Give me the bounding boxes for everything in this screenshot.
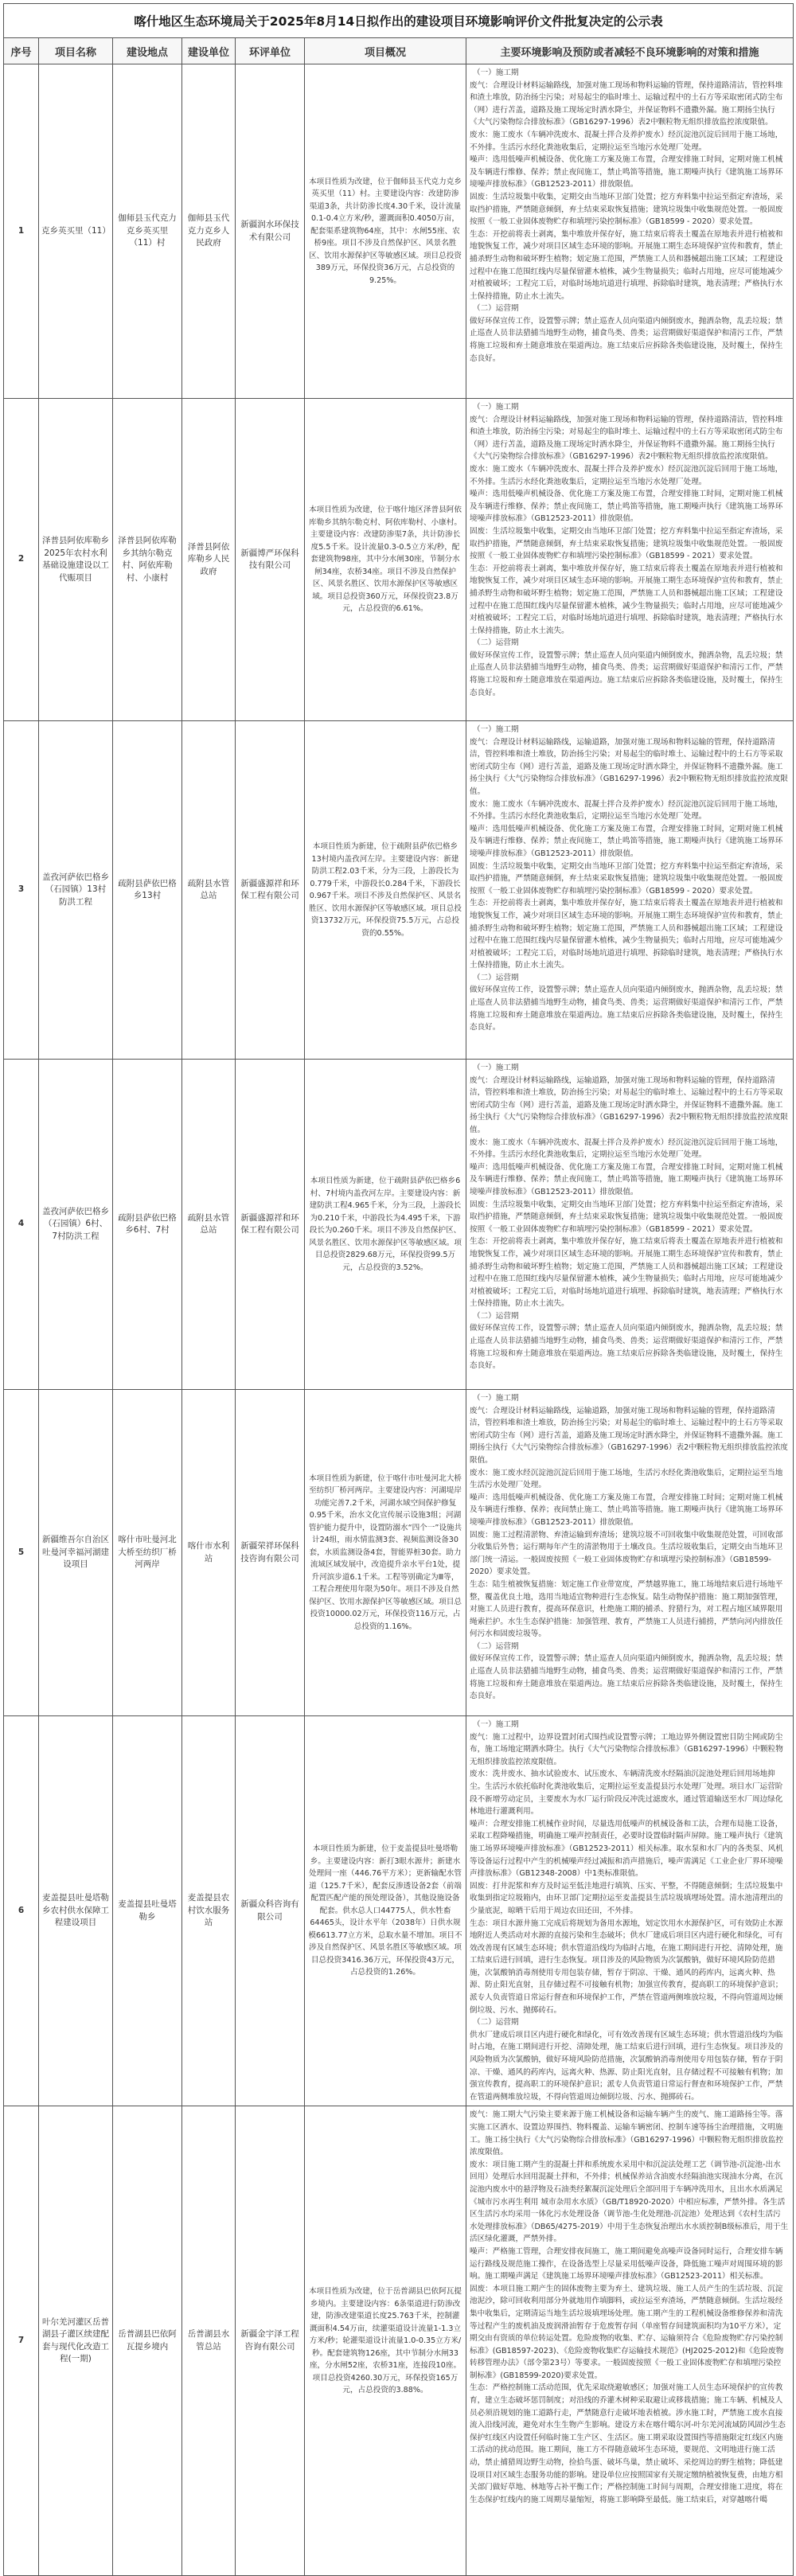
table-row xyxy=(4,399,794,721)
measure-paragraph: 废气：合理设计材料运输路线，加强对施工现场和物料运输的管理，保持道路清洁，管控料堆和渣土堆放，防治扬尘污染；对易起尘的临时堆土、运输过程中的土石方等采取密闭式防尘布（网）进行苫盖，道路及施工现场定时洒水降尘，并保证物料不遗撒外漏。施工期扬尘执行《大气污染物综合排放标准》（GB16297-1996）表2中颗粒物无组织排放监控浓度限值。 xyxy=(470,415,783,462)
table-row xyxy=(4,64,794,399)
eia-unit: 新疆博严环保科技有限公司 xyxy=(236,399,305,721)
period-heading: （一）施工期 xyxy=(473,1064,519,1072)
environmental-measures xyxy=(466,1390,794,1716)
project-location: 伽师县玉代克力克乡英买里（11）村 xyxy=(113,64,182,399)
measure-paragraph: 做好环保宣传工作，设置警示牌；禁止巡查人员向渠道内倾倒废水，抛洒杂物，乱丢垃圾；禁止巡查人员非法猎捕当地野生动物，捕食鸟类、兽类；运营期做好渠道保护和清污工作，严禁将施工垃圾和弃土随意堆放在渠道两边。施工结束后应拆除各类临建设施，及时覆土，保持生态良好。 xyxy=(470,986,783,1032)
measure-paragraph: 做好环保宣传工作，设置警示牌；禁止巡查人员向渠道内倾倒废水，抛洒杂物，乱丢垃圾；禁止巡查人员非法猎捕当地野生动物，捕食鸟类、兽类；运营期做好渠道保护和清污工作，严禁将施工垃圾和弃土随意堆放在渠道两边。施工结束后应拆除各类临建设施，及时覆土，保持生态良好。 xyxy=(470,650,783,697)
header-eia-unit: 环评单位 xyxy=(236,38,305,64)
environmental-measures xyxy=(466,64,794,399)
measure-paragraph: 废水：施工废水（车辆冲洗废水、混凝土拌合及养护废水）经沉淀池沉淀后回用于施工场地，不外排。生活污水经化粪池收集后，定期拉运至当地污水处理厂处理。 xyxy=(470,1138,783,1160)
project-name: 新疆维吾尔自治区吐曼河幸福河湖建设项目 xyxy=(39,1390,113,1716)
row-number: 3 xyxy=(4,721,39,1060)
project-overview: 本项目性质为新建，位于疏附县萨依巴格乡13村境内盖孜河左岸。主要建设内容：新建防洪工程2.03千米，分为三段，上游段长为0.779千米，中游段长0.284千米，下游段长0.967千米。项目不涉及自然保护区、风景名胜区、饮用水源保护区等敏感区域。项目总投资13732万元，环保投资75.5万元，占总投资的0.55%。 xyxy=(305,721,466,1060)
header-location: 建设地点 xyxy=(113,38,182,64)
eia-unit: 新疆润水环保技术有限公司 xyxy=(236,64,305,399)
measure-paragraph: 生态：开挖前将表土剥离，集中堆放并保存好，施工结束后将表土覆盖在原地表并进行植被和地貌恢复工作，减少对项目区域生态环境的影响。开展施工期生态环境保护宣传和教育，禁止捕杀野生动物和破坏野生植物；划定施工范围，严禁施工人员和器械超出施工区域；工程建设过程中在施工范围红线内尽量保留灌木植株，减少生物量损失；临时占用地，应尽可能地减少对植被破坏；工程完工后，对临时场地坑道进行填埋、拆除临时建筑，地表清理；严格执行水土保持措施，防止水土流失。 xyxy=(470,229,783,301)
period-heading: （一）施工期 xyxy=(473,68,519,77)
row-number: 4 xyxy=(4,1060,39,1390)
measure-paragraph: 固废：生活垃圾集中收集，定期交由当地环卫部门处置；挖方弃料集中拉运至指定弃渣场，采取挡护措施，严禁随意倾倒，弃土结束采取恢复措施；建筑垃圾集中收集规范处置。一般固废按照《一般工业固体废物贮存和填埋污染控制标准》（GB18599 - 2020）要求处置。 xyxy=(470,192,783,227)
announcement-table xyxy=(3,3,794,2576)
measure-paragraph: 固废：本项目施工期产生的固体废物主要为弃土、建筑垃圾、施工人员产生的生活垃圾、沉淀池泥沙，除可回收利用部分外就地用作填脚料，或拉运至弃渣场，严禁随意倾倒。生活垃圾经集中收集后，定期清运当地生活垃圾填埋场处理。施工期产生的工程机械设备维修保养和清洗等过程产生的废机油及废润滑油暂存于危废暂存间（单座暂存间建筑面积均为10平方米），定期交由有资质的单位转运处置。危险废物的收集、贮存、运输须符合《危险废物贮存污染控制标准》(GB18597-2023)、《危险废物收集贮存运输技术规范》(HJ2025-2012)和《危险废物转移管理办法》（部令第23号）等要求。一般固废按照《一般工业固体废物贮存和填埋污染控制标准》(GB18599-2020)要求处置。 xyxy=(470,2284,784,2380)
eia-unit: 新疆盛源祥和环保工程有限公司 xyxy=(236,1060,305,1390)
builder-unit: 疏附县水管总站 xyxy=(182,721,236,1060)
measure-paragraph: 固废：生活垃圾集中收集，定期交由当地环卫部门处置；挖方弃料集中拉运至指定弃渣场，采取挡护措施，严禁随意倾倒，弃土结束采取恢复措施；建筑垃圾集中收集规范处置。一般固废按照《一般工业固体废物贮存和填埋污染控制标准》（GB18599 - 2021）要求处置。 xyxy=(470,526,783,561)
builder-unit: 麦盖提县农村饮水服务站 xyxy=(182,1716,236,2106)
period-heading: （二）运营期 xyxy=(473,638,519,648)
measure-paragraph: 供水厂建成后项目区内进行硬化和绿化，可有效改善现有区域生态环境；供水管道沿线均为临时占地，在施工期间进行开挖、清障处理，施工结束后进行回填，进行生态恢复。项目涉及的风险物质为次氯酸钠，做好环境风险防范措施，次氯酸钠消毒剂使用专用包装存储，暂存于阴凉、干燥、通风的药库内，远离火种、热源、防止阳光直射，且存储过程不可接触有机物；加强宣传教育，提高职工的环境保护意识；派专人负责管道日常运行督查和环境保护工作，严禁在管道两侧堆放垃圾，不得向管道周边倾倒垃圾、污水、抛掷砖石。 xyxy=(470,2030,783,2102)
project-overview: 本项目性质为新建，位于喀什市吐曼河北大桥至纺织厂桥河两岸。主要建设内容：河湖堤岸功能完善7.2千米，河湖水域空间保护修复0.95千米，治水文化宣传展示设施3组；河湖管护能力提升中，设置防溺水“四个一”设施共计24组，雨水情监测3套、视频监测设备30套，水质监测设备4套，智能界桩30套。助力流域区域发展中，改造提升亲水平台1处，提升河滨步道6.1千米。工程等别确定为Ⅲ等，工程合理使用年限为50年。项目不涉及自然保护区、饮用水源保护区等敏感区域。项目总投资10000.02万元，环保投资116万元，占总投资的1.16%。 xyxy=(305,1390,466,1716)
project-overview: 本项目性质为改建，位于喀什地区泽普县阿依库勒乡其纳尔勒克村、阿依库勒村、小康村。主要建设内容：改建防渗渠7条，共计防渗长度5.5千米。设计流量0.3-0.5立方米/秒，配套建筑物98座，其中分水闸30座，节制分水闸34座，农桥34座。项目不涉及自然保护区、风景名胜区、饮用水源保护区等敏感区域。项目总投资360万元，环保投资23.8万元，占总投资的6.61%。 xyxy=(305,399,466,721)
project-location: 喀什市吐曼河北大桥至纺织厂桥河两岸 xyxy=(113,1390,182,1716)
period-heading: （二）运营期 xyxy=(473,973,519,982)
measure-paragraph: 废气：合理设计材料运输路线，运输道路，加强对施工现场和物料运输的管理，保持道路清洁，管控料堆和渣土堆放，防治扬尘污染；对易起尘的临时堆土、运输过程中的土石方等采取密闭式防尘布（网）进行苫盖，道路及施工现场定时洒水降尘，并保证物料不遗撒外漏。施工扬尘执行《大气污染物综合排放标准》（GB16297-1996）表2中颗粒物无组织排放监控浓度限值。 xyxy=(470,737,788,796)
environmental-measures xyxy=(466,2106,794,2576)
project-location: 麦盖提县吐曼塔勒乡 xyxy=(113,1716,182,2106)
measure-paragraph: 生态：开挖前将表土剥离，集中堆放并保存好，施工结束后将表土覆盖在原地表并进行植被和地貌恢复工作，减少对项目区域生态环境的影响。开展施工期生态环境保护宣传和教育，禁止捕杀野生动物和破坏野生植物；划定施工范围，严禁施工人员和器械超出施工区域；工程建设过程中在施工范围红线内尽量保留灌木植株，减少生物量损失；临时占用地，应尽可能地减少对植被破坏；工程完工后，对临时场地坑道进行填埋、拆除临时建筑，地表清理；严格执行水土保持措施，防止水土流失。 xyxy=(470,899,783,970)
header-no: 序号 xyxy=(4,38,39,64)
measure-paragraph: 噪声：选用低噪声机械设备、优化施工方案及施工布置，合理安排施工时间，定期对施工机械及车辆进行维修、保养；禁止夜间施工，禁止鸣笛等措施，施工期噪声执行《建筑施工场界环境噪声排放标准》（GB12523-2011）排放限值。 xyxy=(470,490,783,524)
header-measures: 主要环境影响及预防或者减轻不良环境影响的对策和措施 xyxy=(466,38,794,64)
row-number: 5 xyxy=(4,1390,39,1716)
project-name: 盖孜河萨依巴格乡（石园镇）13村防洪工程 xyxy=(39,721,113,1060)
builder-unit: 疏附县水管总站 xyxy=(182,1060,236,1390)
project-name: 盖孜河萨依巴格乡（石园镇）6村、7村防洪工程 xyxy=(39,1060,113,1390)
header-builder: 建设单位 xyxy=(182,38,236,64)
period-heading: （一）施工期 xyxy=(473,725,519,734)
announcement-sheet xyxy=(3,3,793,2576)
builder-unit: 伽师县玉代克力克乡人民政府 xyxy=(182,64,236,399)
project-location: 疏附县萨依巴格乡6村、7村 xyxy=(113,1060,182,1390)
measure-paragraph: 噪声：选用低噪声机械设备、优化施工方案及施工布置，合理安排施工时间，定期对施工机械及车辆进行维修、保养；禁止夜间施工，禁止鸣笛等措施，施工期噪声执行《建筑施工场界环境噪声排放标准》（GB12523-2011）排放限值。 xyxy=(470,1162,783,1196)
table-row xyxy=(4,2106,794,2576)
header-name: 项目名称 xyxy=(39,38,113,64)
project-overview: 本项目性质为改建，位于岳普湖县巴依阿瓦提乡境内。主要建设内容：6条渠道进行防渗改建，防渗改建渠道长度25.763千米，控制灌溉面积4.54万亩，续灌渠道设计流量1-1.3立方米/秒；轮灌渠道设计流量1.0-0.35立方米/秒。配套建筑物126座，其中节制分水闸33座，分水闸52座，农桥31座，连接段10座。项目总投资4260.30万元，环保投资165万元，占总投资的3.88%。 xyxy=(305,2106,466,2576)
measure-paragraph: 固废：打井泥浆和弃方及时运至低洼地进行填筑、压实、平整，不得随意倾倒；生活垃圾集中收集到指定垃圾箱内，由环卫部门定期拉运至麦盖提县生活垃圾填埋场处置。清水池清理出的少量底泥，晾晒干后用于周边农田还田，不外排。 xyxy=(470,1881,783,1915)
row-number: 6 xyxy=(4,1716,39,2106)
environmental-measures xyxy=(466,721,794,1060)
measure-paragraph: 废气：施工过程中，边界设置封闭式围挡或设置警示牌；工地边界外侧设置密目防尘网或防尘布，施工场地定期洒水降尘。执行《大气污染物综合排放标准》（GB16297-1996）中颗粒物无组织排放监控浓度限值。 xyxy=(470,1732,783,1766)
project-location: 岳普湖县巴依阿瓦提乡境内 xyxy=(113,2106,182,2576)
table-row xyxy=(4,1060,794,1390)
table-row xyxy=(4,1716,794,2106)
measure-paragraph: 噪声：严格施工管理，合理安排夜间施工，施工期间避免高噪声设备同时运行，合理安排车辆运行路线及规范施工操作，在设备选型上尽量采用低噪声设备，降低施工噪声对周围环境的影响。施工期噪声满足《建筑施工场界环境噪声排放标准》（GB12523-2011）相关标准。 xyxy=(470,2246,783,2281)
measure-paragraph: 生态：项目水源井施工完成后将规划为备用水源地，划定饮用水水源保护区，可有效防止水源地附近人类活动对水源的直接污染和生态破坏；供水厂建成后项目区内进行硬化和绿化，可有效改善现有区域生态环境；供水管道沿线均为临时占地，在施工期间进行开挖、清障处理，施工结束后进行回填，进行生态恢复。项目涉及的风险物质为次氯酸钠，做好环境风险防范措施，次氯酸钠消毒剂使用专用包装存储，暂存于阴凉、干燥、通风的药库内，远离火种、热源、防止阳光直射，且存储过程不可接触有机物；加强宣传教育，提高职工的环境保护意识；派专人负责管道日常运行督查和环境保护工作，严禁在管道两侧堆放垃圾，不得向管道周边倾倒垃圾、污水、抛掷砖石。 xyxy=(470,1918,783,2015)
measure-paragraph: 固废：施工过程清淤物、弃渣运输到弃渣场；建筑垃圾不可回收集中收集规范处置，可回收部分收集后外售；运行期每年产生的清淤物用于土壤改良。生活垃圾收集后，定期交由当地环卫部门统一清运。一般固废按照《一般工业固体废物贮存和填埋污染控制标准》（GB18599-2020）要求处置。 xyxy=(470,1530,783,1577)
period-heading: （二）运营期 xyxy=(473,2018,519,2028)
measure-paragraph: 废气：合理设计材料运输路线，运输道路，加强对施工现场和物料运输的管理，保持道路清洁，管控料堆和渣土堆放，防治扬尘污染；对易起尘的临时堆土、运输过程中的土石方等采取密闭式防尘布（网）进行苫盖，道路及施工现场定时洒水降尘，并保证物料不遗撒外漏。施工扬尘执行《大气污染物综合排放标准》（GB16297-1996）表2中颗粒物无组织排放监控浓度限值。 xyxy=(470,1075,788,1134)
project-name: 麦盖提县吐曼塔勒乡农村供水保障工程建设项目 xyxy=(39,1716,113,2106)
period-heading: （一）施工期 xyxy=(473,403,519,412)
period-heading: （二）运营期 xyxy=(473,1641,519,1651)
measure-paragraph: 废水：施工废水（车辆冲洗废水、混凝土拌合及养护废水）经沉淀池沉淀后回用于施工场地，不外排。生活污水经化粪池收集后，定期拉运至当地污水处理厂处理。 xyxy=(470,799,783,822)
builder-unit: 喀什市水利站 xyxy=(182,1390,236,1716)
measure-paragraph: 废水：施工废水（车辆冲洗废水、混凝土拌合及养护废水）经沉淀池沉淀后回用于施工场地，不外排。生活污水经化粪池收集后，定期拉运至当地污水处理厂处理。 xyxy=(470,130,783,152)
builder-unit: 泽普县阿依库勒乡人民政府 xyxy=(182,399,236,721)
measure-paragraph: 噪声：选用低噪声机械设备、优化施工方案及施工布置，合理安排施工时间，定期对施工机械及车辆进行维修、保养；禁止夜间施工，禁止鸣笛等措施，施工期噪声执行《建筑施工场界环境噪声排放标准》（GB12523-2011）排放限值。 xyxy=(470,824,783,858)
measure-paragraph: 噪声：选用低噪声机械设备、优化施工方案及施工布置，合理安排施工时间，定期对施工机械及车辆进行维修、保养；禁止夜间施工，禁止鸣笛等措施，施工期噪声执行《建筑施工场界环境噪声排放标准》（GB12523-2011）排放限值。 xyxy=(470,155,783,189)
period-heading: （一）施工期 xyxy=(473,1394,519,1403)
eia-unit: 新疆荣祥环保科技咨询有限公司 xyxy=(236,1390,305,1716)
environmental-measures xyxy=(466,1716,794,2106)
project-name: 叶尔羌河灌区岳普湖县子灌区续建配套与现代化改造工程(一期) xyxy=(39,2106,113,2576)
measure-paragraph: 废水：施工废水（车辆冲洗废水、混凝土拌合及养护废水）经沉淀池沉淀后回用于施工场地，不外排。生活污水经化粪池收集后，定期拉运至当地污水处理厂处理。 xyxy=(470,464,783,486)
period-heading: （二）运营期 xyxy=(473,1311,519,1321)
measure-paragraph: 生态：严格控制施工活动范围，优先采取绕避敏感区；加强对施工人员生态环境保护的宣传教育，建立生态破坏惩罚制度；对沿线的乔灌木树种采取避让或移栽措施；施工车辆、机械及人员必须沿规划的施工道路行走，严禁随意行走破坏地表植被。涉水施工时，严禁施工废水直接流入沿线河流，避免对水生生物产生影响。建设方未在喀什噶尔河-叶尔羌河流域防风固沙生态保护红线区内设置任何临时施工生产区、生活区。施工期采取设置围挡等措施限定红线区内施工活动的扰动范围。施工期间，施工方不得随意破坏生态环境，要规范、文明地进行施工活动，禁止捕猎周边野生动物，捡拾鸟蛋、破坏鸟巢，禁止破坏、采挖周边的野生植物；降低建设项目对区域生态服务功能的影响。建设单位应按照国家有关规定缴纳植被恢复费，由地方相关部门做好草地、林地等占补平衡工作；严格控制施工时间与周期，合理安排施工进度，将在生态保护红线内的施工周期尽量缩短，将施工影响降至最低。施工结束后，对穿越喀什噶 xyxy=(470,2383,786,2504)
table-row xyxy=(4,1390,794,1716)
period-heading: （二）运营期 xyxy=(473,304,519,314)
measure-paragraph: 废气：合理设计材料运输路线，加强对施工现场和物料运输的管理，保持道路清洁，管控料堆和渣土堆放，防治扬尘污染；对易起尘的临时堆土、运输过程中的土石方等采取密闭式防尘布（网）进行苫盖，道路及施工现场定时洒水降尘，并保证物料不遗撒外漏。施工期扬尘执行《大气污染物综合排放标准》（GB16297-1996）表2中颗粒物无组织排放监控浓度限值。 xyxy=(470,80,783,127)
header-row xyxy=(4,38,794,64)
measure-paragraph: 生态：开挖前将表土剥离，集中堆放并保存好，施工结束后将表土覆盖在原地表并进行植被和地貌恢复工作，减少对项目区域生态环境的影响。开展施工期生态环境保护宣传和教育，禁止捕杀野生动物和破坏野生植物；划定施工范围，严禁施工人员和器械超出施工区域；工程建设过程中在施工范围红线内尽量保留灌木植株，减少生物量损失；临时占用地，应尽可能地减少对植被破坏；工程完工后，对临时场地坑道进行填埋、拆除临时建筑，地表清理；严格执行水土保持措施，防止水土流失。 xyxy=(470,564,783,635)
project-overview: 本项目性质为改建，位于伽师县玉代克力克乡英买里（11）村。主要建设内容：改建防渗渠道3条，共计防渗长度4.30千米，设计流量0.1-0.4立方米/秒，灌溉面积0.4050万亩，配套渠系建筑物64座，其中：水闸55座、农桥9座。项目不涉及自然保护区、风景名胜区、饮用水源保护区等敏感区域。项目总投资389万元，环保投资36万元，占总投资的9.25%。 xyxy=(305,64,466,399)
row-number: 2 xyxy=(4,399,39,721)
header-overview: 项目概况 xyxy=(305,38,466,64)
measure-paragraph: 废水：施工废水经沉淀池沉淀后回用于施工场地，生活污水经化粪池收集后，定期拉运至当地生活污水处理厂处理。 xyxy=(470,1468,783,1490)
measure-paragraph: 做好环保宣传工作，设置警示牌；禁止巡查人员向渠道内倾倒废水，抛洒杂物，乱丢垃圾；禁止巡查人员非法猎捕当地野生动物，捕食鸟类、兽类；运营期做好渠道保护和清污工作，严禁将施工垃圾和弃土随意堆放在渠道两边。施工结束后应拆除各类临建设施，及时覆土，保持生态良好。 xyxy=(470,1654,783,1701)
eia-unit: 新疆众科咨询有限公司 xyxy=(236,1716,305,2106)
project-overview: 本项目性质为新建，位于麦盖提县吐曼塔勒乡。主要建设内容：新打3眼水源井；新建水处理间一座（446.76平方米）；更新输配水管道（125.7千米），配套反渗透设备2套（前端配置匹配产能的预处理设备），其他设施设备配套。供水总人口44775人，供水牲畜64465头，设计水平年（2038年）日供水规模6613.77立方米，总取水量不增加。项目不涉及自然保护区、风景名胜区等敏感区域。项目总投资3416.36万元，环保投资43万元，占总投资的1.26%。 xyxy=(305,1716,466,2106)
measure-paragraph: 做好环保宣传工作，设置警示牌；禁止巡查人员向渠道内倾倒废水，抛洒杂物，乱丢垃圾；禁止巡查人员非法猎捕当地野生动物，捕食鸟类、兽类；运营期做好渠道保护和清污工作，严禁将施工垃圾和弃土随意堆放在渠道两边。施工结束后应拆除各类临建设施，及时覆土，保持生态良好。 xyxy=(470,316,783,363)
row-number: 7 xyxy=(4,2106,39,2576)
measure-paragraph: 废气：合理设计材料运输路线，运输道路，加强对施工现场和物料运输的管理，保持道路清洁，管控料堆和渣土堆放，防治扬尘污染；对易起尘的临时堆土、运输过程中的土石方等采取密闭式防尘布（网）进行苫盖，道路及施工现场定时洒水降尘，并保证物料不遗撒外漏。施工期扬尘执行《大气污染物综合排放标准》（GB16297-1996）表2中颗粒物无组织排放监控浓度限值。 xyxy=(470,1406,788,1465)
project-name: 克乡英买里（11） xyxy=(39,64,113,399)
table-body xyxy=(4,64,794,2576)
builder-unit: 岳普湖县水管总站 xyxy=(182,2106,236,2576)
table-row xyxy=(4,721,794,1060)
measure-paragraph: 固废：生活垃圾集中收集，定期交由当地环卫部门处置；挖方弃料集中拉运至指定弃渣场，采取挡护措施，严禁随意倾倒，弃土结束采取恢复措施；建筑垃圾集中收集规范处置。一般固废按照《一般工业固体废物贮存和填埋污染控制标准》（GB18599 - 2020）要求处置。 xyxy=(470,861,783,896)
measure-paragraph: 生态：陆生植被恢复措施：划定施工作业带宽度，严禁越界施工，施工场地结束后进行场地平整，覆盖优良土地，选用当地适宜物种进行生态恢复。陆生动物保护措施：施工期加强管理，对施工人员进行教育，提高环保意识，杜绝施工期的捕杀、狩猎行为，对工程占地区域界限用绳索拦护。水生生态保护措施：加强管理、教育，严禁施工人员进行捕捞，严禁向河内排放任何污水和固废垃圾等。 xyxy=(470,1579,783,1639)
environmental-measures xyxy=(466,1060,794,1390)
environmental-measures xyxy=(466,399,794,721)
period-heading: （一）施工期 xyxy=(473,1720,519,1729)
measure-paragraph: 固废：生活垃圾集中收集，定期交由当地环卫部门处置；挖方弃料集中拉运至指定弃渣场，采取挡护措施，严禁随意倾倒，弃土结束采取恢复措施；建筑垃圾集中收集规范处置。一般固废按照《一般工业固体废物贮存和填埋污染控制标准》（GB18599 - 2021）要求处置。 xyxy=(470,1200,783,1234)
measure-paragraph: 生态：开挖前将表土剥离，集中堆放并保存好，施工结束后将表土覆盖在原地表并进行植被和地貌恢复工作，减少对项目区域生态环境的影响。开展施工期生态环境保护宣传和教育，禁止捕杀野生动物和破坏野生植物；划定施工范围，严禁施工人员和器械超出施工区域；工程建设过程中在施工范围红线内尽量保留灌木植株，减少生物量损失；临时占用地，应尽可能地减少对植被破坏；工程完工后，对临时场地坑道进行填埋、拆除临时建筑，地表清理；严格执行水土保持措施，防止水土流失。 xyxy=(470,1237,783,1309)
project-location: 泽普县阿依库勒乡其纳尔勒克村、阿依库勒村、小康村 xyxy=(113,399,182,721)
eia-unit: 新疆金宇泽工程咨询有限公司 xyxy=(236,2106,305,2576)
table-title: 喀什地区生态环境局关于2025年8月14日拟作出的建设项目环境影响评价文件批复决定的公示表 xyxy=(4,4,794,38)
measure-paragraph: 废水：项目施工期产生的混凝土拌和系统废水采用中和沉淀法处理工艺（调节池-沉淀池-出水回用）处理后水回用混凝土拌和，不外排；机械保养站含油废水经隔油池实现油水分离，在沉淀池内废水中的悬浮物及石油类经絮凝沉淀处理后全部回用于车辆冲洗用水，且出水水质满足《城市污水再生利用 城市杂用水水质》（GB/T18920-2020）中相应标准，严禁外排。各生活区生活污水均采用一体化污水处理设备（调节池-生化处理池-沉淀池）处理达到《农村生活污水处理排放标准》（DB65/4275-2019）中用于生态恢复治理出水水质控制B级标准后，用于生活区绿化灌溉，严禁外排。 xyxy=(470,2160,789,2244)
eia-unit: 新疆盛源祥和环保工程有限公司 xyxy=(236,721,305,1060)
measure-paragraph: 废水：洗井废水、抽水试验废水、试压废水、车辆清洗废水经隔油沉淀池处理后回用场地抑尘。生活污水依托临时化粪池收集后，定期拉运至麦盖提县污水处理厂处理。项目水厂运营阶段不新增劳动定员，主要废水为水厂运行阶段反冲洗过滤废水，通过管道输送至水厂周边绿化林地进行灌溉利用。 xyxy=(470,1770,783,1817)
project-overview: 本项目性质为新建，位于疏附县萨依巴格乡6村、7村境内盖孜河左岸。主要建设内容：新建防洪工程4.965千米，分为三段，上游段长为0.210千米，中游段长为4.495千米，下游段长为0.260千米。项目不涉及自然保护区、风景名胜区、饮用水源保护区等敏感区域。项目总投资2829.68万元，环保投资99.5万元，占总投资的3.52%。 xyxy=(305,1060,466,1390)
project-name: 泽普县阿依库勒乡2025年农村水利基础设施建设以工代赈项目 xyxy=(39,399,113,721)
measure-paragraph: 做好环保宣传工作，设置警示牌；禁止巡查人员向渠道内倾倒废水，抛洒杂物，乱丢垃圾；禁止巡查人员非法猎捕当地野生动物，捕食鸟类、兽类；运营期做好渠道保护和清污工作，严禁将施工垃圾和弃土随意堆放在渠道两边。施工结束后应拆除各类临建设施，及时覆土，保持生态良好。 xyxy=(470,1324,783,1371)
measure-paragraph: 噪声：合理安排施工机械作业时间，尽量选用低噪声的机械设备和工法，合理布局施工设备，采取工程降噪措施，明确施工噪声控制责任，必要时设置临时隔声屏障。施工噪声执行《建筑施工场界环境噪声排放标准》（GB12523-2011）相关标准。取水泵和水厂内的各类泵、风机等设备运行过程中产生的机械噪声经过减振和消声措施后，噪声需满足《工业企业厂界环境噪声排放标准》（GB12348-2008）中1类标准限值。 xyxy=(470,1819,783,1879)
row-number: 1 xyxy=(4,64,39,399)
measure-paragraph: 噪声：选用低噪声机械设备、优化施工方案及施工布置，合理安排施工时间；定期对施工机械及车辆进行维修、保养；夜间禁止施工、禁止鸣笛等措施。施工期噪声执行《建筑施工场界环境噪声排放标准》（GB12523-2011）排放限值。 xyxy=(470,1493,783,1527)
project-location: 疏附县萨依巴格乡13村 xyxy=(113,721,182,1060)
measure-paragraph: 废气：施工期大气污染主要来源于施工机械设备和运输车辆产生的废气、施工道路扬尘等。落实施工区洒水、设置边界围挡、物料覆盖、运输车辆密闭、控制车速等扬尘治理措施，文明施工。施工扬尘执行《大气污染物综合排放标准》（GB16297-1996）中颗粒物无组织排放监控浓度限值。 xyxy=(470,2110,783,2157)
